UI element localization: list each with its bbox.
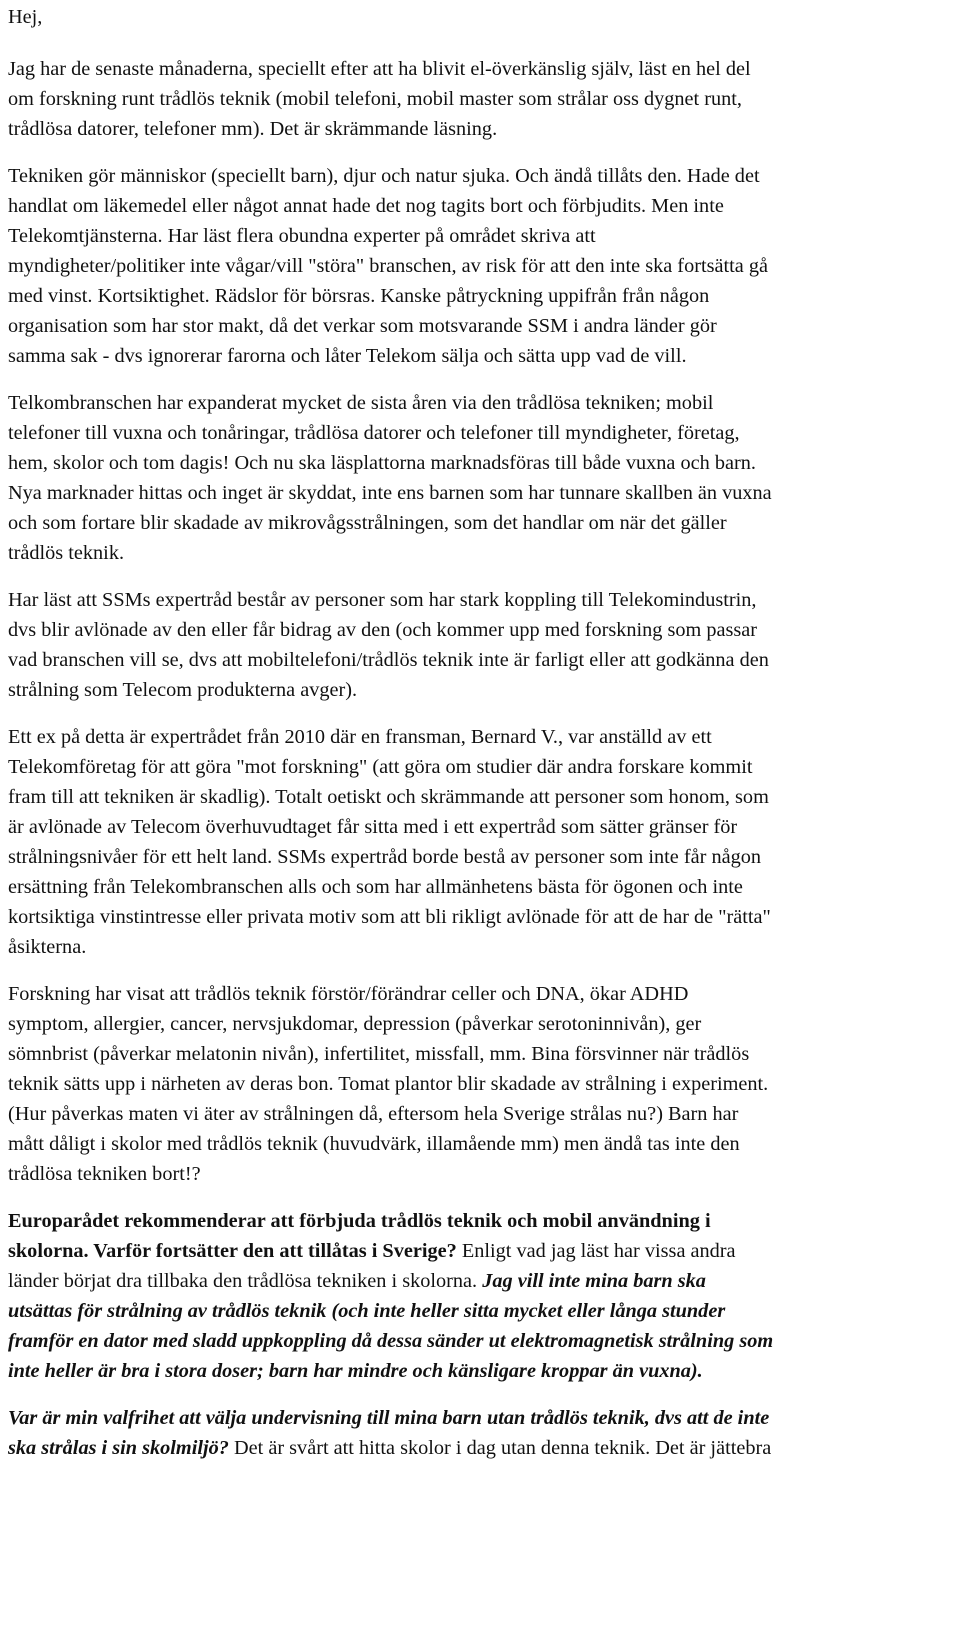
paragraph-expert-example: Ett ex på detta är expertrådet från 2010 där en fransman, Bernard V., var anställd av ett Telekomföretag för att göra "mot forskning" (att göra om studier där andra forskare kommit fram till att tekniken är skadlig). Totalt oetiskt och skrämmande att personer som honom, som är avlönade av Telecom överhuvudtaget får sitta med i ett expertråd som sätter gränser för strålningsnivåer för ett helt land. SSMs expertråd borde bestå av personer som inte får någon ersättning från Telekombranschen alls och som har allmänhetens bästa för ögonen och inte kortsiktiga vinstintresse eller privata motiv som att bli rikligt avlönade för att de har de "rätta" åsikterna. <box>8 726 771 958</box>
paragraph-technology-sick: Tekniken gör människor (speciellt barn), djur och natur sjuka. Och ändå tillåts den. Hade det handlat om läkemedel eller något annat hade det nog tagits bort och förbjudits. Men inte Telekomtjänsterna. Har läst flera obundna experter på området skriva att myndigheter/politiker inte vågar/vill "störa" branschen, av risk för att den inte ska fortsätta gå med vinst. Kortsiktighet. Rädslor för börsras. Kanske påtryckning uppifrån från någon organisation som har stor makt, då det verkar som motsvarande SSM i andra länder gör samma sak - dvs ignorerar farorna och låter Telekom sälja och sätta upp vad de vill. <box>8 165 768 367</box>
bold-italic-question: Var är min valfrihet att välja undervisning till mina barn utan trådlös teknik, dvs att de inte ska strålas i sin skolmiljö? <box>8 1407 770 1459</box>
paragraph-intro: Jag har de senaste månaderna, speciellt efter att ha blivit el-överkänslig själv, läst en hel del om forskning runt trådlös teknik (mobil telefoni, mobil master som strålar oss dygnet runt, trådlösa datorer, telefoner mm). Det är skrämmande läsning. <box>8 58 751 140</box>
paragraph-telecom-expansion: Telkombranschen har expanderat mycket de sista åren via den trådlösa tekniken; mobil telefoner till vuxna och tonåringar, trådlösa datorer och telefoner till myndigheter, företag, hem, skolor och tom dagis! Och nu ska läsplattorna marknadsföras till både vuxna och barn. Nya marknader hittas och inget är skyddat, inte ens barnen som har tunnare skallben än vuxna och som fortare blir skadade av mikrovågsstrålningen, som det handlar om när det gäller trådlös teknik. <box>8 392 772 564</box>
normal-text-end: Det är svårt att hitta skolor i dag utan denna teknik. Det är jättebra <box>228 1437 772 1459</box>
bold-recommendation: Europarådet rekommenderar att förbjuda trådlös teknik och mobil användning i skolorna. Varför fortsätter den att tillåtas i Sverige? <box>8 1210 711 1262</box>
paragraph-freedom-of-choice <box>8 1403 956 1463</box>
greeting: Hej, <box>8 6 43 28</box>
paragraph-council-of-europe <box>8 1206 956 1386</box>
bold-italic-statement: Jag vill inte mina barn ska utsättas för strålning av trådlös teknik (och inte heller sitta mycket eller långa stunder framför en dator med sladd uppkoppling då dessa sänder ut elektromagnetisk strålning som inte heller är bra i stora doser; barn har mindre och känsligare kroppar än vuxna). <box>8 1270 774 1382</box>
paragraph-ssm-expert-council: Har läst att SSMs expertråd består av personer som har stark koppling till Telekomindustrin, dvs blir avlönade av den eller får bidrag av den (och kommer upp med forskning som passar vad branschen vill se, dvs att mobiltelefoni/trådlös teknik inte är farligt eller att godkänna den strålning som Telecom produkterna avger). <box>8 589 769 701</box>
normal-text: Enligt vad jag läst har vissa andra länder börjat dra tillbaka den trådlösa tekniken i skolorna. <box>8 1240 736 1292</box>
paragraph-research-findings: Forskning har visat att trådlös teknik förstör/förändrar celler och DNA, ökar ADHD symptom, allergier, cancer, nervsjukdomar, depression (påverkar serotoninnivån), ger sömnbrist (påverkar melatonin nivån), infertilitet, missfall, mm. Bina försvinner när trådlös teknik sätts upp i närheten av deras bon. Tomat plantor blir skadade av strålning i experiment. (Hur påverkas maten vi äter av strålningen då, eftersom hela Sverige strålas nu?) Barn har mått dåligt i skolor med trådlös teknik (huvudvärk, illamående mm) men ändå tas inte den trådlösa tekniken bort!? <box>8 983 769 1185</box>
